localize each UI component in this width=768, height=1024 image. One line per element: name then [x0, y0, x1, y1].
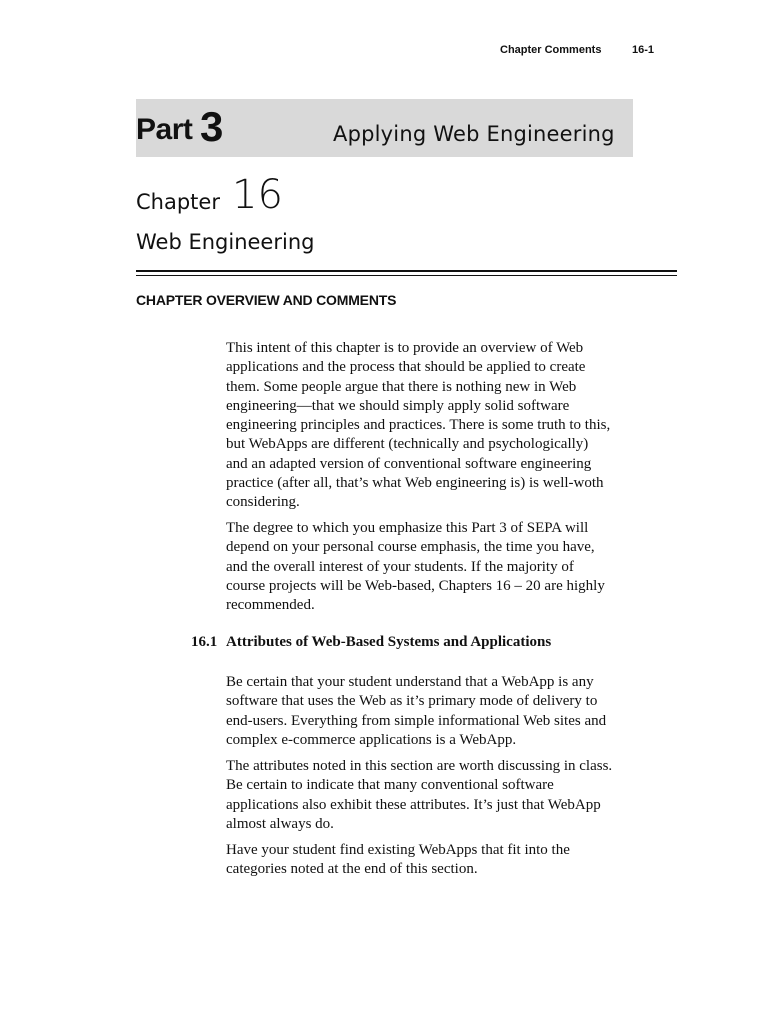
running-head-title: Chapter Comments	[500, 44, 602, 56]
paragraph-text: Have your student find existing WebApps that fit into the categories noted at the end of this section.	[226, 842, 570, 878]
running-head	[500, 44, 660, 60]
paragraph-assignment	[226, 841, 666, 880]
paragraph-webapp-definition	[226, 673, 666, 750]
part-title: Applying Web Engineering	[333, 122, 615, 146]
chapter-heading	[136, 172, 436, 218]
paragraph-emphasis	[226, 519, 666, 615]
paragraph-text: The degree to which you emphasize this Part 3 of SEPA will depend on your personal course emphasis, the time you have, and the overall interest of your students. If the majority of course projects will be Web-based, Chapters 16 – 20 are highly recommended.	[226, 520, 605, 614]
overview-heading: CHAPTER OVERVIEW AND COMMENTS	[136, 292, 397, 308]
chapter-title: Web Engineering	[136, 230, 315, 254]
paragraph-intent	[226, 339, 666, 513]
paragraph-text: The attributes noted in this section are worth discussing in class. Be certain to indicate that many conventional software applications also exhibit these attributes. It’s just that WebApp almost always do.	[226, 758, 613, 832]
paragraph-text: Be certain that your student understand that a WebApp is any software that uses the Web as it’s primary mode of delivery to end-users. Everything from simple informational Web sites and complex e-commerce applications is a WebApp.	[226, 674, 607, 748]
part-label: Part	[136, 113, 193, 146]
page-number: 16-1	[632, 44, 655, 56]
chapter-label: Chapter	[136, 190, 220, 214]
chapter-number: 16	[232, 172, 283, 218]
divider-thin	[136, 275, 677, 276]
section-number: 16.1	[191, 634, 218, 650]
paragraph-attributes	[226, 757, 666, 834]
section-title: Attributes of Web-Based Systems and Applications	[226, 634, 552, 650]
part-banner	[136, 99, 633, 157]
divider-thick	[136, 270, 677, 272]
paragraph-text: This intent of this chapter is to provide an overview of Web applications and the process that should be applied to create them. Some people argue that there is nothing new in Web engineering—that we should simply apply solid software engineering principles and practices. There is some truth to this, but WebApps are different (technically and psychologically) and an adapted version of conventional software engineering practice (after all, that’s what Web engineering is) is well-woth considering.	[226, 340, 611, 511]
part-number: 3	[200, 103, 224, 150]
